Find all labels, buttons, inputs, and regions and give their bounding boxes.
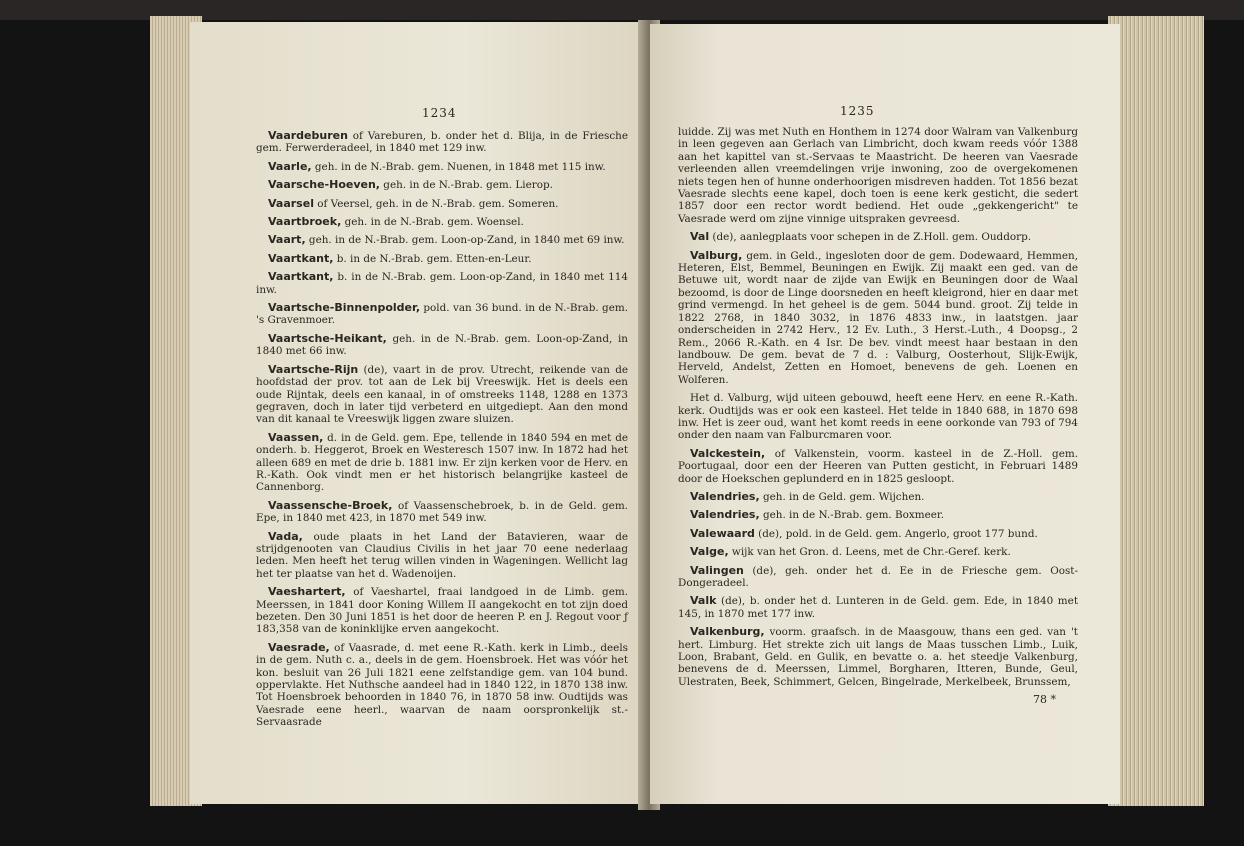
dictionary-entry [678,528,1078,540]
entry-headword: Vaarsel [268,196,314,210]
entry-headword: Val [690,230,710,244]
page-number-left: 1234 [422,106,457,120]
left-page [190,22,645,804]
entry-headword: Valge, [690,545,729,559]
continuation-paragraph: luidde. Zij was met Nuth en Honthem in 1274 door Walram van Valkenburg in leen gegeven aan Gerlach van Limbricht, doch kwam reeds vóór 1388 aan het kapittel van st.-Servaas te Maastricht. De heeren van Vaesrade verleenden allen vreemdelingen vrije inwoning, zoo de overgekomenen niets tegen hen of hunne onderhoorigen misdreven hadden. Tot 1856 bezat Vaesrade slechts eene kapel, doch toen is eene kerk gesticht, die sedert 1857 door een rector wordt bediend. Het oude „gekkengericht" te Vaesrade werd om zijne vinnige uitspraken gevreesd. [678,126,1078,225]
dictionary-entry [256,432,628,494]
entry-text: geh. in de Geld. gem. Wijchen. [759,490,925,503]
left-page-text [256,130,628,735]
dictionary-entry [256,500,628,525]
entry-text: (de), geh. onder het d. Ee in de Friesche gem. Oost-Dongeradeel. [678,564,1078,589]
entry-headword: Valendries, [690,489,760,503]
entry-headword: Vaartkant, [268,270,334,284]
entry-text: wijk van het Gron. d. Leens, met de Chr.-Geref. kerk. [728,546,1011,559]
dictionary-entry [256,130,628,155]
dictionary-entry [678,491,1078,503]
dictionary-entry [678,626,1078,688]
entry-headword: Valewaard [690,526,755,540]
right-page-edges [1108,16,1204,806]
dictionary-entry [678,565,1078,590]
entry-text: voorm. graafsch. in de Maasgouw, thans een ged. van 't hert. Limburg. Het strekte zich uit langs de Maas tusschen Limb., Luik, Loon, Brabant, Geld. en Gulik, en bevatte o. a. het steedje Valkenburg, benevens de d. Meerssen, Limmel, Borgharen, Itteren, Bunde, Geul, Ulestraten, Beek, Schimmert, Gelcen, Bingelrade, Merkelbeek, Brunssem, [678,626,1078,688]
dictionary-entry [256,271,628,296]
entry-text: geh. in de N.-Brab. gem. Nuenen, in 1848 met 115 inw. [311,160,606,173]
entry-text: b. in de N.-Brab. gem. Etten-en-Leur. [333,252,532,265]
right-page [650,24,1120,804]
entry-text: geh. in de N.-Brab. gem. Loon-op-Zand, in 1840 met 69 inw. [305,234,625,247]
entry-headword: Valendries, [690,508,760,522]
entry-headword: Valckestein, [690,446,766,460]
dictionary-entry [256,302,628,327]
dictionary-entry [256,161,628,173]
entry-text: b. in de N.-Brab. gem. Loon-op-Zand, in 1840 met 114 inw. [256,271,628,296]
entry-text: of Vaasrade, d. met eene R.-Kath. kerk in Limb., deels in de gem. Nuth c. a., deels in de gem. Hoensbroek. Het was vóór het kon. besluit van 26 Juli 1821 eene zelfstandige gem. van 104 bund. oppervlakte. Het Nuthsche aandeel had in 1840 122, in 1870 138 inw. Tot Hoensbroek behoorden in 1840 76, in 1870 58 inw. Oudtijds was Vaesrade eene heerl., waarvan de naam oorspronkelijk st.-Servaasrade [256,641,628,729]
entry-text: (de), b. onder het d. Lunteren in de Geld. gem. Ede, in 1840 met 145, in 1870 met 177 inw. [678,595,1078,620]
entry-text: geh. in de N.-Brab. gem. Loon-op-Zand, in 1840 met 66 inw. [256,332,628,358]
dictionary-entry [678,392,1078,442]
dictionary-entry [678,231,1078,243]
entry-headword: Vaartsche-Binnenpolder, [268,301,420,315]
entry-text: (de), pold. in de Geld. gem. Angerlo, groot 177 bund. [754,527,1038,540]
dictionary-entry [256,234,628,246]
dictionary-entry [678,448,1078,485]
entry-text: (de), vaart in de prov. Utrecht, reikende van de hoofdstad der prov. tot aan de Lek bij Vreeswijk. Het is deels een oude Rijntak, deels een kanaal, in of omstreeks 1148, 1288 en 1373 gegraven, doch in later tijd verbeterd en uitgediept. Aan den mond van dit kanaal te Vreeswijk liggen zware sluizen. [256,363,628,426]
entry-headword: Vaartkant, [268,251,334,265]
entry-text: gem. in Geld., ingesloten door de gem. Dodewaard, Hemmen, Heteren, Elst, Bemmel, Beuningen en Ewijk. Zij maakt een ged. van de Betuwe uit, wordt naar de zijde van Ewijk en Beuningen door de Waal bezoomd, is door de Linge doorsneden en heeft kleigrond, hier en daar met grind vermengd. In het geheel is de gem. 5044 bund. groot. Zij telde in 1822 2768, in 1840 3032, in 1876 4833 inw., in laatstgen. jaar onderscheiden in 2742 Herv., 12 Ev. Luth., 3 Herst.-Luth., 4 Doopsg., 2 Rem., 2066 R.-Kath. en 4 Isr. De bev. vindt meest haar bestaan in den landbouw. De gem. bevat de 7 d. : Valburg, Oosterhout, Slijk-Ewijk, Herveld, Andelst, Zetten en Homoet, benevens de geh. Loenen en Wolferen. [678,249,1078,386]
entry-text: of Vaeshartel, fraai landgoed in de Limb. gem. Meerssen, in 1841 door Koning Willem II aangekocht en tot zijn doed bezeten. Den 30 Juni 1851 is het door de heeren P. en J. Regout voor ƒ 183,358 van de koninklijke erven aangekocht. [256,586,628,636]
entry-headword: Vaarle, [268,159,312,173]
entry-headword: Valk [690,594,717,608]
right-page-text [678,126,1078,707]
entry-text: of Veersel, geh. in de N.-Brab. gem. Someren. [313,197,559,210]
entry-headword: Vaarsche-Hoeven, [268,178,380,192]
entry-headword: Valkenburg, [690,625,765,639]
entry-headword: Vaardeburen [268,129,348,142]
dictionary-entry [256,642,628,729]
dictionary-entry [256,253,628,265]
signature-mark: 78 * [1033,693,1056,707]
entry-headword: Vaartsche-Rijn [268,362,359,376]
entry-headword: Vaesrade, [268,640,330,654]
entry-text: of Valkenstein, voorm. kasteel in de Z.-Holl. gem. Poortugaal, door een der Heeren van Putten gesticht, in Februari 1489 door de Hoekschen geplunderd en in 1825 gesloopt. [678,447,1078,485]
entry-text: geh. in de N.-Brab. gem. Lierop. [379,179,553,192]
entry-text: d. in de Geld. gem. Epe, tellende in 1840 594 en met de onderh. b. Heggerot, Broek en Westeresch 1507 inw. In 1872 had het alleen 689 en met de drie b. 1881 inw. Er zijn kerken voor de Herv. en R.-Kath. Ook vindt men er het historisch belangrijke kasteel de Cannenborg. [256,431,628,494]
entry-headword: Valingen [690,563,744,577]
dictionary-entry [256,333,628,358]
entry-headword: Vaeshartert, [268,585,346,599]
dictionary-entry [256,586,628,636]
entry-text: oude plaats in het Land der Batavieren, waar de strijdgenooten van Claudius Civilis in het jaar 70 eene nederlaag leden. Men heeft het terug willen vinden in Wageningen. Wellicht lag het ter plaatse van het d. Wadenoijen. [256,530,628,580]
dictionary-entry [678,250,1078,386]
dictionary-entry [256,216,628,228]
dictionary-entry [256,179,628,191]
entry-text: geh. in de N.-Brab. gem. Woensel. [341,216,524,229]
entry-headword: Valburg, [690,248,743,262]
dictionary-entry [678,546,1078,558]
entry-headword: Vaartsche-Heikant, [268,331,387,345]
dictionary-entry [678,595,1078,620]
entry-text: of Vaassenschebroek, b. in de Geld. gem. Epe, in 1840 met 423, in 1870 met 549 inw. [256,499,628,525]
entry-text: geh. in de N.-Brab. gem. Boxmeer. [759,509,945,522]
entry-headword: Vaassen, [268,430,324,444]
entry-text: of Vareburen, b. onder het d. Blija, in de Friesche gem. Ferwerderadeel, in 1840 met 129 inw. [256,130,628,155]
dictionary-entry [256,364,628,426]
dictionary-entry [256,198,628,210]
entry-text: pold. van 36 bund. in de N.-Brab. gem. 's Gravenmoer. [256,302,628,327]
entry-headword: Vaassensche-Broek, [268,498,393,512]
entry-text: (de), aanlegplaats voor schepen in de Z.Holl. gem. Ouddorp. [709,231,1032,244]
dictionary-entry [678,509,1078,521]
page-number-right: 1235 [840,104,875,118]
dictionary-entry [256,531,628,581]
entry-text: Het d. Valburg, wijd uiteen gebouwd, heeft eene Herv. en eene R.-Kath. kerk. Oudtijds was er ook een kasteel. Het telde in 1840 688, in 1870 698 inw. Het is zeer oud, want het komt reeds in eene oorkonde van 793 of 794 onder den naam van Falburcmaren voor. [678,392,1078,442]
entry-headword: Vaartbroek, [268,215,342,229]
entry-headword: Vada, [268,529,303,543]
entry-headword: Vaart, [268,233,306,247]
